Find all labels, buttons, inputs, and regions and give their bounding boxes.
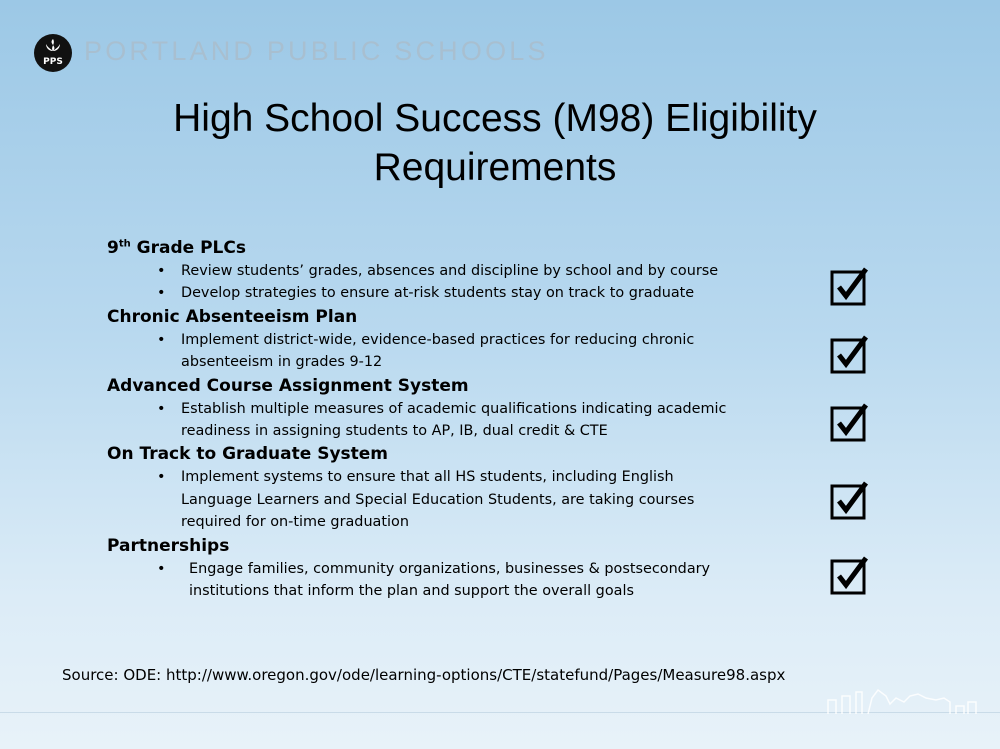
svg-text:PPS: PPS [43, 57, 63, 67]
title-line-1: High School Success (M98) Eligibility [173, 97, 817, 140]
slide-title [100, 94, 890, 192]
pps-logo [34, 34, 72, 72]
bullet-item: • Review students’ grades, absences and discipline by school and by course [107, 260, 807, 282]
checked-box-icon [830, 402, 870, 442]
section-9th-grade-plcs [107, 236, 807, 305]
section-heading: On Track to Graduate System [107, 444, 389, 465]
section-heading: Partnerships [107, 535, 230, 556]
checked-box-icon [830, 266, 870, 306]
checked-box-icon [830, 334, 870, 374]
checked-box-icon [830, 480, 870, 520]
section-heading: Chronic Absenteeism Plan [107, 306, 358, 327]
section-heading: 9th Grade PLCs [107, 238, 246, 258]
section-partnerships [107, 534, 807, 603]
brand-name: PORTLAND PUBLIC SCHOOLS [84, 36, 549, 66]
section-advanced-course [107, 374, 807, 443]
section-chronic-absenteeism [107, 305, 807, 374]
checked-box-icon [830, 555, 870, 595]
source-citation: Source: ODE: http://www.oregon.gov/ode/learning-options/CTE/statefund/Pages/Measure98.aspx [62, 666, 786, 684]
city-skyline-icon [826, 686, 1000, 716]
section-on-track [107, 442, 807, 533]
title-line-2: Requirements [373, 146, 617, 189]
bullet-item: • Implement district-wide, evidence-based practices for reducing chronic absenteeism in grades 9-12 [107, 329, 807, 374]
bullet-item: • Develop strategies to ensure at-risk students stay on track to graduate [107, 282, 807, 304]
bullet-item: • Establish multiple measures of academic qualifications indicating academic readiness in assigning students to AP, IB, dual credit & CTE [107, 398, 807, 443]
section-heading: Advanced Course Assignment System [107, 375, 469, 396]
requirements-list [107, 236, 807, 602]
bullet-item: • Implement systems to ensure that all HS students, including English Language Learners and Special Education Students, are taking courses required for on-time graduation [107, 466, 807, 533]
bullet-item: • Engage families, community organizations, businesses & postsecondary institutions that inform the plan and support the overall goals [107, 558, 807, 603]
